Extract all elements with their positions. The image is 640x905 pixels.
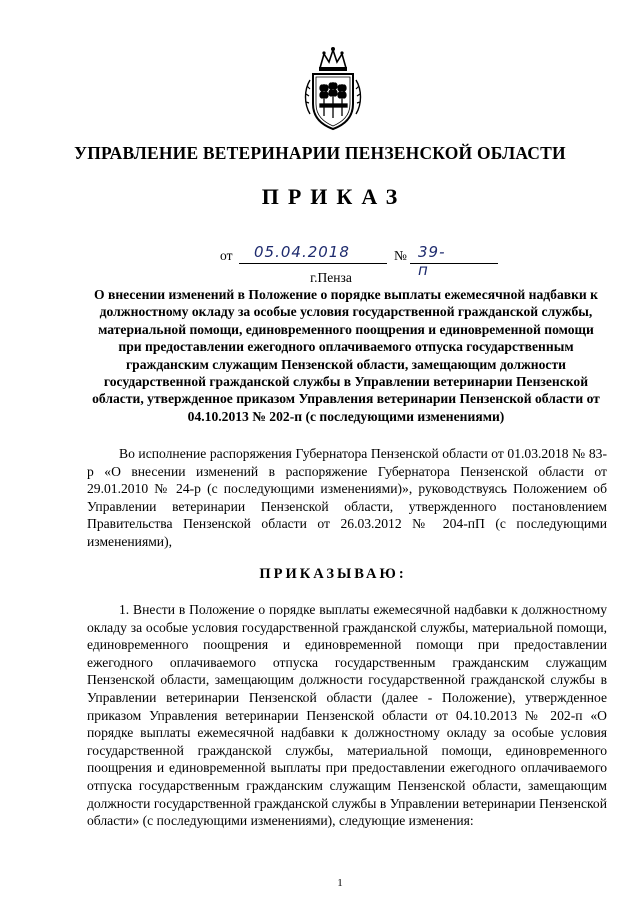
page-number: 1 [337,877,343,889]
city: г.Пенза [310,270,352,285]
document-subject: О внесении изменений в Положение о порядке выплаты ежемесячной надбавки к должностному окладу за особые условия государственной гражданской службы, материальной помощи, единовременного поощрения и единовременной помощи при предоставлении ежегодного оплачиваемого отпуска государственным гражданским служащим Пензенской области, замещающим должности государственной гражданской службы в Управлении ветеринарии Пензенской области, утвержденное приказом Управления ветеринарии Пензенской области от 04.10.2013 № 202-п (с последующими изменениями) [92,287,600,424]
item-1-paragraph: 1. Внести в Положение о порядке выплаты ежемесячной надбавки к должностному окладу за особые условия государственной гражданской службы, материальной помощи, единовременного поощрения и единовременной помощи при предоставлении ежегодного оплачиваемого отпуска государственным гражданским служащим Пензенской области, замещающим должности государственной гражданской службы в Управлении ветеринарии Пензенской области (далее - Положение), утвержденное приказом Управления ветеринарии Пензенской области от 04.10.2013 № 202-п «О порядке выплаты ежемесячной надбавки к должностному окладу за особые условия государственной гражданской службы, материальной помощи, единовременного поощрения и единовременной выплаты при предоставлении ежегодного оплачиваемого отпуска государственным гражданским служащим Пензенской области, замещающим должности государственной гражданской службы в Управлении ветеринарии Пензенской области» (с последующими изменениями), следующие изменения: [87,602,607,829]
preamble-paragraph: Во исполнение распоряжения Губернатора Пензенской области от 01.03.2018 № 83-р «О внесении изменений в распоряжение Губернатора Пензенской области от 29.01.2010 № 24-р (с последующими изменениями)», руководствуясь Положением об Управлении ветеринарии Пензенской области, утвержденного постановлением Правительства Пензенской области от 26.03.2012 № 204-пП (с последующими изменениями), [87,446,607,549]
date-value: 05.04.2018 [254,243,350,261]
coat-of-arms-icon [302,46,364,132]
number-value: 39-п [418,243,446,279]
document-type-heading: ПРИКАЗ [261,184,407,209]
date-underline [239,263,387,264]
date-label: от [220,248,233,263]
organization-title: УПРАВЛЕНИЕ ВЕТЕРИНАРИИ ПЕНЗЕНСКОЙ ОБЛАСТИ [74,143,566,163]
order-heading: ПРИКАЗЫВАЮ: [259,566,407,582]
number-label: № [394,248,407,263]
